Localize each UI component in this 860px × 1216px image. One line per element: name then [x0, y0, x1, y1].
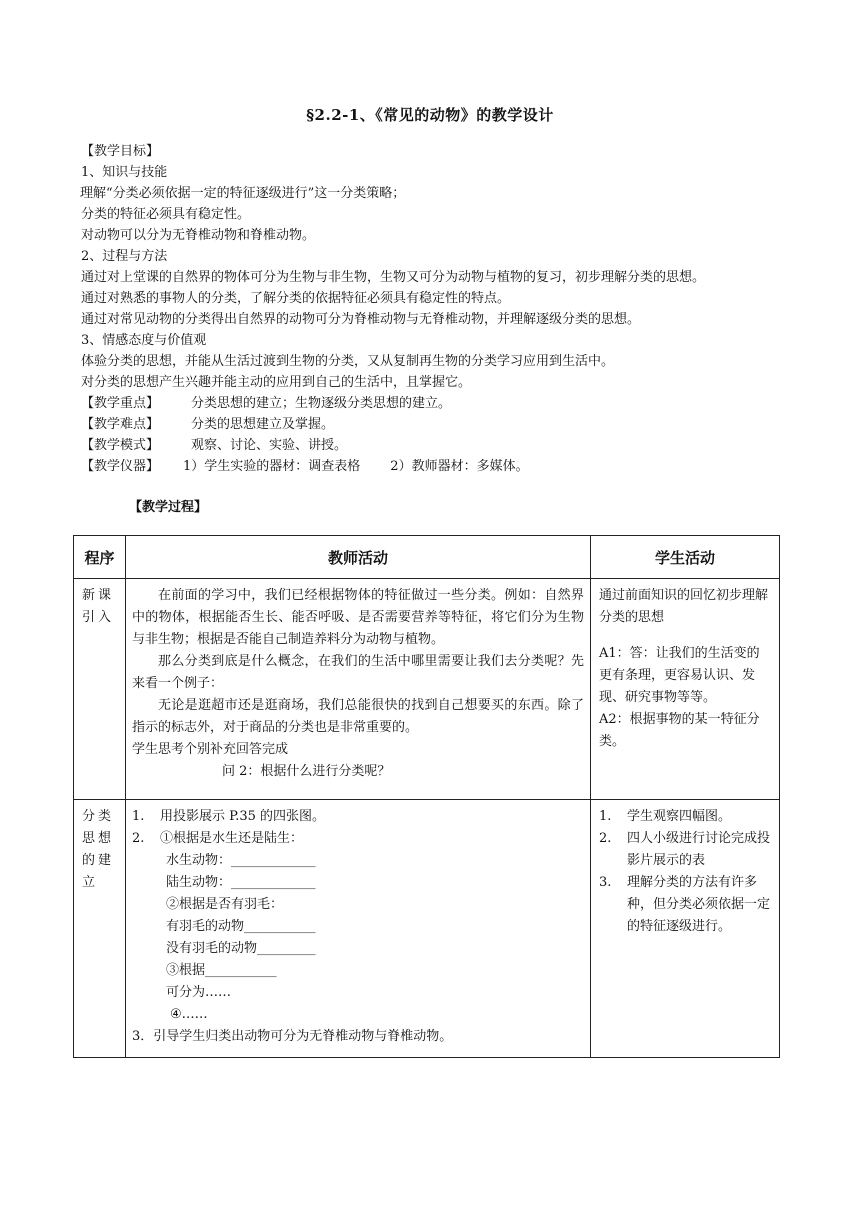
tools-row: [81, 456, 529, 477]
sub-line: 水生动物：_____________: [166, 853, 316, 868]
mode-row: [81, 435, 347, 456]
section-1-title: 1、知识与技能: [81, 165, 168, 180]
student-paragraph: 通过前面知识的回忆初步理解分类的思想: [599, 588, 769, 625]
mode-label: 【教学模式】: [81, 438, 160, 453]
teacher-paragraph: 3．引导学生归类出动物可分为无脊椎动物与脊椎动物。: [132, 1029, 453, 1044]
sub-line: 有羽毛的动物___________: [166, 919, 316, 934]
teacher-paragraph: 无论是逛超市还是逛商场，我们总能很快的找到自己想要买的东西。除了指示的标志外，对于商品的分类也是非常重要的。: [132, 698, 584, 735]
difficulty-row: [81, 414, 334, 435]
tools-text-student: 1）学生实验的器材：调查表格: [183, 459, 361, 474]
tools-text-teacher: 2）教师器材：多媒体。: [390, 459, 529, 474]
goal-line: 通过对上堂课的自然界的物体可分为生物与非生物，生物又可分为动物与植物的复习，初步理解分类的思想。: [81, 270, 706, 285]
table-row: [74, 800, 780, 1058]
sub-line: 没有羽毛的动物_________: [166, 941, 316, 956]
process-header: 【教学过程】: [129, 500, 208, 515]
goal-line: 对动物可以分为无脊椎动物和脊椎动物。: [81, 228, 316, 243]
teacher-question: 问 2：根据什么进行分类呢？: [222, 764, 391, 779]
sub-line: ④……: [170, 1007, 208, 1022]
student-activity-cell: [591, 800, 780, 1058]
goal-line: 对分类的思想产生兴趣并能主动的应用到自己的生活中，且掌握它。: [81, 375, 472, 390]
mode-text: 观察、讨论、实验、讲授。: [191, 438, 348, 453]
header-procedure: 程序: [74, 536, 126, 579]
list-item: 1. 用投影展示 P.35 的四张图。: [132, 809, 326, 824]
key-point-row: [81, 393, 451, 414]
student-activity-cell: [591, 579, 780, 800]
teacher-paragraph: 那么分类到底是什么概念，在我们的生活中哪里需要让我们去分类呢？先来看一个例子：: [132, 654, 584, 691]
teacher-activity-cell: [126, 800, 591, 1058]
row-label: 新课引入: [82, 588, 115, 625]
header-teacher-activity: 教师活动: [126, 536, 591, 579]
goal-line: 理解“分类必须依据一定的特征逐级进行”这一分类策略；: [80, 186, 406, 201]
document-title: §2.2-1、《常见的动物》的教学设计: [306, 106, 554, 124]
section-2-title: 2、过程与方法: [81, 249, 168, 264]
section-3-title: 3、情感态度与价值观: [81, 333, 207, 348]
student-answer: A1：答：让我们的生活变的更有条理，更容易认识、发现、研究事物等等。: [599, 646, 760, 705]
header-student-activity: 学生活动: [591, 536, 780, 579]
table-header-row: [74, 536, 780, 579]
goal-line: 体验分类的思想，并能从生活过渡到生物的分类，又从复制再生物的分类学习应用到生活中。: [81, 354, 615, 369]
goal-line: 通过对熟悉的事物人的分类，了解分类的依据特征必须具有稳定性的特点。: [81, 291, 511, 306]
goal-line: 分类的特征必须具有稳定性。: [81, 207, 251, 222]
process-table: [73, 535, 780, 1058]
key-point-text: 分类思想的建立；生物逐级分类思想的建立。: [191, 396, 452, 411]
sub-line: ③根据___________: [166, 963, 277, 978]
sub-line: 可分为……: [166, 985, 232, 1000]
row-label-cell: [74, 800, 126, 1058]
teacher-paragraph: 在前面的学习中，我们已经根据物体的特征做过一些分类。例如：自然界中的物体，根据能否生长、能否呼吸、是否需要营养等特征，将它们分为生物与非生物；根据是否能自己制造养料分为动物与植物。: [132, 588, 584, 647]
list-item: 2. ①根据是水生还是陆生：: [132, 831, 304, 846]
difficulty-label: 【教学难点】: [81, 417, 160, 432]
goal-line: 通过对常见动物的分类得出自然界的动物可分为脊椎动物与无脊椎动物，并理解逐级分类的思想。: [81, 312, 641, 327]
teacher-paragraph: 学生思考个别补充回答完成: [132, 742, 289, 757]
list-item: 3. 理解分类的方法有许多种，但分类必须依据一定的特征逐级进行。: [599, 875, 771, 934]
sub-line: 陆生动物：_____________: [166, 875, 316, 890]
row-label: 分类思想的建立: [82, 809, 115, 890]
key-point-label: 【教学重点】: [81, 396, 160, 411]
tools-label: 【教学仪器】: [81, 459, 160, 474]
list-item: 2. 四人小级进行讨论完成投影片展示的表: [599, 831, 771, 868]
row-label-cell: [74, 579, 126, 800]
sub-line: ②根据是否有羽毛：: [166, 897, 284, 912]
goals-header: 【教学目标】: [81, 144, 160, 159]
list-item: 1. 学生观察四幅图。: [599, 809, 732, 824]
teacher-activity-cell: [126, 579, 591, 800]
student-answer: A2：根据事物的某一特征分类。: [599, 712, 760, 749]
difficulty-text: 分类的思想建立及掌握。: [191, 417, 335, 432]
table-row: [74, 579, 780, 800]
